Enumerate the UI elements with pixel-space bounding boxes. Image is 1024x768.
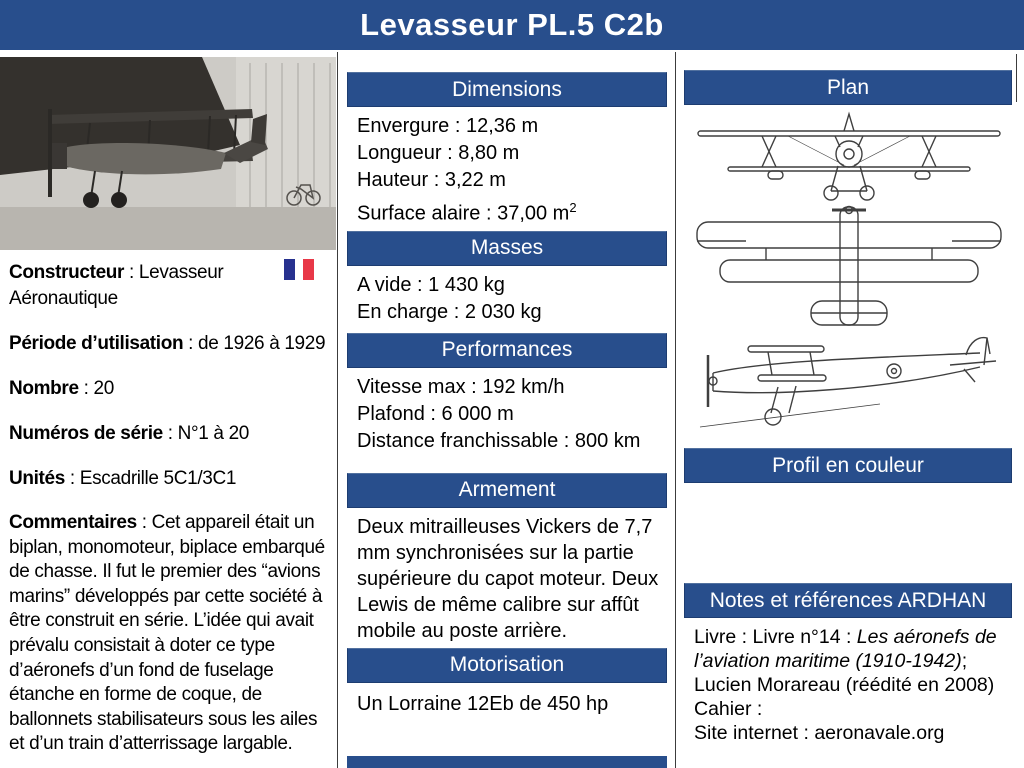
flag-white-stripe [295, 259, 303, 280]
field-nombre: Nombre : 20 [9, 378, 114, 399]
section-header-dimensions: Dimensions [347, 72, 667, 107]
spec-line: A vide : 1 430 kg [357, 273, 505, 296]
section-header-performances: Performances [347, 333, 667, 368]
section-header-profil: Profil en couleur [684, 448, 1012, 483]
title-bar [0, 0, 1024, 50]
french-flag-icon [284, 259, 314, 280]
armement-text: Deux mitrailleuses Vickers de 7,7 mm synchronisées sur la partie supérieure du capot moteur. Deux Lewis de même calibre sur affût mobile au poste arrière. [357, 515, 659, 642]
spec-line: Vitesse max : 192 km/h [357, 375, 565, 398]
spec-line: Longueur : 8,80 m [357, 142, 520, 164]
field-constructeur: Constructeur : Levasseur Aéronautique [9, 262, 224, 309]
flag-blue-stripe [284, 259, 295, 280]
specs-column [347, 62, 668, 718]
side-view-drawing [700, 338, 996, 427]
cahier-reference: Cahier : [694, 698, 763, 720]
field-numeros-serie: Numéros de série : N°1 à 20 [9, 423, 250, 444]
left-column [0, 57, 337, 757]
front-view-drawing [698, 114, 1000, 200]
cropped-section-bar [347, 756, 667, 768]
field-commentaires: Commentaires : Cet appareil était un biplan, monomoteur, biplace embarqué de chasse. Il fut le premier des “avions marins” développés par cette société à être construit en série. L’idée qui avait prévalu consistait à doter ce type d’aéronefs d’un fond de fuselage étanche en forme de coque, de ballonnets stabilisateurs sous les ailes et d’un train d’atterrissage largable. [9, 512, 325, 755]
spec-line: En charge : 2 030 kg [357, 300, 542, 323]
aircraft-photo [0, 57, 336, 250]
section-header-motorisation: Motorisation [347, 648, 667, 683]
site-reference: Site internet : aeronavale.org [694, 722, 945, 744]
motorisation-text: Un Lorraine 12Eb de 450 hp [357, 692, 609, 715]
performances-values [357, 374, 668, 455]
spec-line: Envergure : 12,36 m [357, 115, 539, 137]
divider-middle-column [675, 52, 676, 768]
top-view-drawing [697, 207, 1001, 326]
plan-column [684, 62, 1016, 745]
section-header-masses: Masses [347, 231, 667, 266]
section-header-plan: Plan [684, 70, 1012, 105]
page-title: Levasseur PL.5 C2b [360, 7, 664, 42]
divider-right-edge [1016, 54, 1017, 102]
spec-line: Plafond : 6 000 m [357, 402, 514, 425]
section-header-armement: Armement [347, 473, 667, 508]
field-periode: Période d’utilisation : de 1926 à 1929 [9, 333, 326, 354]
spec-line: Surface alaire : 37,00 $m^2$ [357, 200, 577, 225]
aircraft-details [0, 250, 337, 757]
divider-left-column [337, 52, 338, 768]
masses-values [357, 272, 668, 326]
dimensions-values [357, 113, 668, 228]
flag-red-stripe [303, 259, 314, 280]
spec-line: Distance franchissable : 800 km [357, 429, 641, 452]
spec-line: Hauteur : 3,22 m [357, 169, 506, 191]
section-header-notes: Notes et références ARDHAN [684, 583, 1012, 618]
field-unites: Unités : Escadrille 5C1/3C1 [9, 468, 237, 489]
livre-reference: Livre : Livre n°14 : [694, 626, 857, 648]
references-text: Livre : Livre n°14 : Les aéronefs de l’aviation maritime (1910-1942); Lucien Morareau (réédité en 2008) Cahier : Site internet : aeronavale.org [694, 625, 1014, 745]
three-view-drawing [684, 107, 1014, 445]
